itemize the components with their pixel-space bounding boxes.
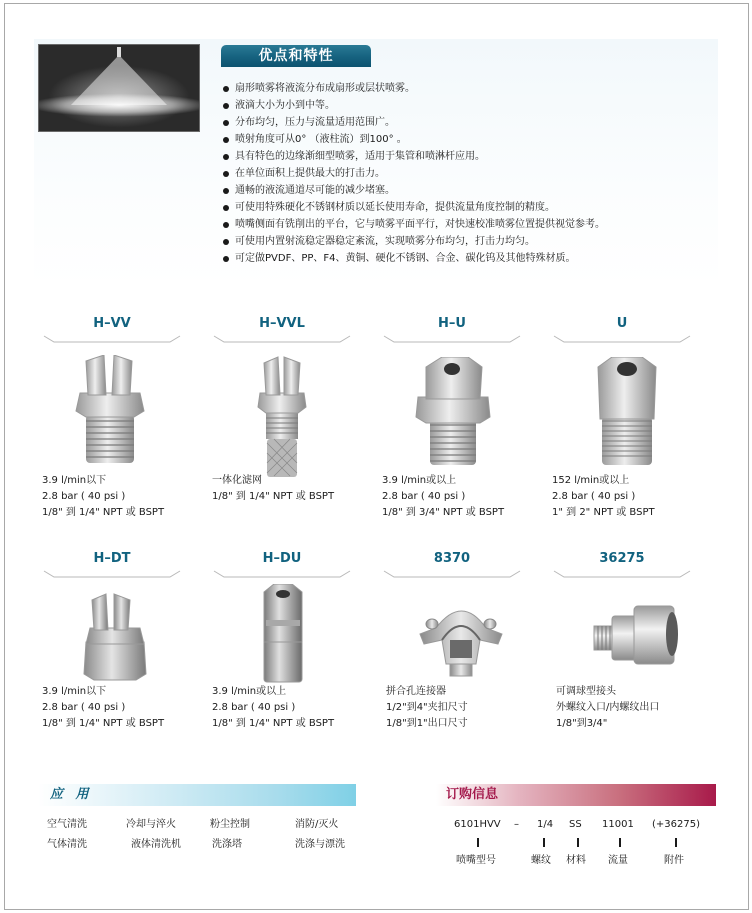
product-name: 36275 xyxy=(599,551,645,566)
label-model: 喷嘴型号 xyxy=(456,855,496,866)
spray-mist xyxy=(39,45,199,131)
product-name: H–DU xyxy=(262,551,302,566)
product-specs: 3.9 l/min以下 2.8 bar ( 40 psi ) 1/8" 到 1/4" NPT 或 BSPT xyxy=(42,686,165,729)
strainer-nozzle-icon xyxy=(252,355,312,479)
product-specs: 3.9 l/min或以上 2.8 bar ( 40 psi ) 1/8" 到 3/4" NPT 或 BSPT xyxy=(382,475,505,518)
bullet-icon xyxy=(223,256,229,262)
product-name: H–DT xyxy=(93,551,131,566)
tick-mark xyxy=(477,838,479,847)
divider xyxy=(382,570,522,578)
label-accessory: 附件 xyxy=(664,855,684,866)
product-name: U xyxy=(616,316,628,331)
nozzle-icon xyxy=(117,47,121,57)
bullet-icon xyxy=(223,222,229,228)
tick-mark xyxy=(675,838,677,847)
code-accessory: (+36275) xyxy=(652,819,700,830)
bullet-icon xyxy=(223,239,229,245)
nozzle-image-h-vvl xyxy=(212,343,352,473)
features-title: 优点和特性 xyxy=(221,45,371,67)
application-item: 液体清洗机 xyxy=(131,839,181,850)
joint-image-36275 xyxy=(552,578,692,684)
product-36275 xyxy=(552,550,692,732)
bullet-icon xyxy=(223,154,229,160)
application-item: 粉尘控制 xyxy=(210,819,250,830)
bullet-icon xyxy=(223,86,229,92)
product-specs: 3.9 l/min或以上 2.8 bar ( 40 psi ) 1/8" 到 1/4" NPT 或 BSPT xyxy=(212,686,335,729)
features-list xyxy=(222,80,605,267)
large-u-nozzle-icon xyxy=(592,357,662,471)
feature-item: 液滴大小为小到中等。 xyxy=(222,97,605,114)
nozzle-image-h-vv xyxy=(42,343,182,473)
label-thread: 螺纹 xyxy=(531,855,551,866)
nozzle-image-u xyxy=(552,343,692,473)
product-specs: 可调球型接头 外螺纹入口/内螺纹出口 1/8"到3/4" xyxy=(556,686,660,729)
code-flow: 11001 xyxy=(602,819,634,830)
tick-mark xyxy=(543,838,545,847)
hex-flat-fan-nozzle-icon xyxy=(80,592,150,682)
feature-item: 可使用特殊硬化不锈钢材质以延长使用寿命，提供流量角度控制的精度。 xyxy=(222,199,605,216)
nozzle-image-h-du xyxy=(212,578,352,684)
product-u xyxy=(552,315,692,521)
label-material: 材料 xyxy=(566,855,586,866)
product-specs: 152 l/min或以上 2.8 bar ( 40 psi ) 1" 到 2" NPT 或 BSPT xyxy=(552,475,655,518)
flat-fan-nozzle-icon xyxy=(70,355,150,467)
application-item: 气体清洗 xyxy=(47,839,87,850)
applications-title: 应 用 xyxy=(50,787,93,802)
bullet-icon xyxy=(223,188,229,194)
product-h-vv xyxy=(42,315,182,521)
nozzle-image-h-u xyxy=(382,343,522,473)
code-material: SS xyxy=(569,819,582,830)
product-8370 xyxy=(382,550,522,732)
feature-item: 具有特色的边缘渐细型喷雾，适用于集管和喷淋杆应用。 xyxy=(222,148,605,165)
divider xyxy=(212,570,352,578)
connector-image-8370 xyxy=(382,578,522,684)
application-item: 洗涤塔 xyxy=(212,839,242,850)
code-thread: 1/4 xyxy=(537,819,554,830)
product-name: H–VVL xyxy=(259,316,305,331)
divider xyxy=(382,335,522,343)
applications-header xyxy=(38,784,356,806)
product-name: H–U xyxy=(438,316,466,331)
split-eyelet-connector-icon xyxy=(418,600,504,680)
product-name: H–VV xyxy=(93,316,131,331)
divider xyxy=(212,335,352,343)
divider xyxy=(42,335,182,343)
tick-mark xyxy=(577,838,579,847)
ordering-title: 订购信息 xyxy=(446,787,499,802)
product-h-vvl xyxy=(212,315,352,505)
product-specs: 一体化滤网 1/8" 到 1/4" NPT 或 BSPT xyxy=(212,475,335,502)
application-item: 冷却与淬火 xyxy=(126,819,176,830)
label-flow: 流量 xyxy=(608,855,628,866)
spray-pattern-photo xyxy=(38,44,200,132)
long-hex-nozzle-icon xyxy=(260,584,306,684)
divider xyxy=(552,570,692,578)
ordering-header xyxy=(436,784,716,806)
divider xyxy=(552,335,692,343)
product-h-du xyxy=(212,550,352,732)
product-h-dt xyxy=(42,550,182,732)
product-h-u xyxy=(382,315,522,521)
bullet-icon xyxy=(223,120,229,126)
tick-mark xyxy=(619,838,621,847)
feature-item: 在单位面积上提供最大的打击力。 xyxy=(222,165,605,182)
feature-item: 喷射角度可从0° （液柱流）到100° 。 xyxy=(222,131,605,148)
feature-item: 通畅的液流通道尽可能的减少堵塞。 xyxy=(222,182,605,199)
application-item: 消防/灭火 xyxy=(295,819,339,830)
divider xyxy=(42,570,182,578)
bullet-icon xyxy=(223,205,229,211)
bullet-icon xyxy=(223,137,229,143)
product-specs: 拼合孔连接器 1/2"到4"夹扣尺寸 1/8"到1"出口尺寸 xyxy=(386,686,468,729)
code-dash: – xyxy=(514,819,519,830)
product-specs: 3.9 l/min以下 2.8 bar ( 40 psi ) 1/8" 到 1/4" NPT 或 BSPT xyxy=(42,475,165,518)
application-item: 洗涤与漂洗 xyxy=(295,839,345,850)
feature-item: 喷嘴侧面有铣削出的平台，它与喷雾平面平行，对快速校准喷雾位置提供视觉参考。 xyxy=(222,216,605,233)
feature-item: 分布均匀，压力与流量适用范围广。 xyxy=(222,114,605,131)
feature-item: 可使用内置射流稳定器稳定紊流，实现喷雾分布均匀，打击力均匀。 xyxy=(222,233,605,250)
swivel-joint-icon xyxy=(592,600,682,670)
nozzle-image-h-dt xyxy=(42,578,182,684)
code-model: 6101HVV xyxy=(454,819,501,830)
feature-item: 扇形喷雾将液流分布成扇形或层状喷雾。 xyxy=(222,80,605,97)
feature-item: 可定做PVDF、PP、F4、黄铜、硬化不锈钢、合金、碳化钨及其他特殊材质。 xyxy=(222,250,605,267)
product-name: 8370 xyxy=(433,551,471,566)
application-item: 空气清洗 xyxy=(47,819,87,830)
bullet-icon xyxy=(223,103,229,109)
u-nozzle-icon xyxy=(412,357,492,469)
bullet-icon xyxy=(223,171,229,177)
